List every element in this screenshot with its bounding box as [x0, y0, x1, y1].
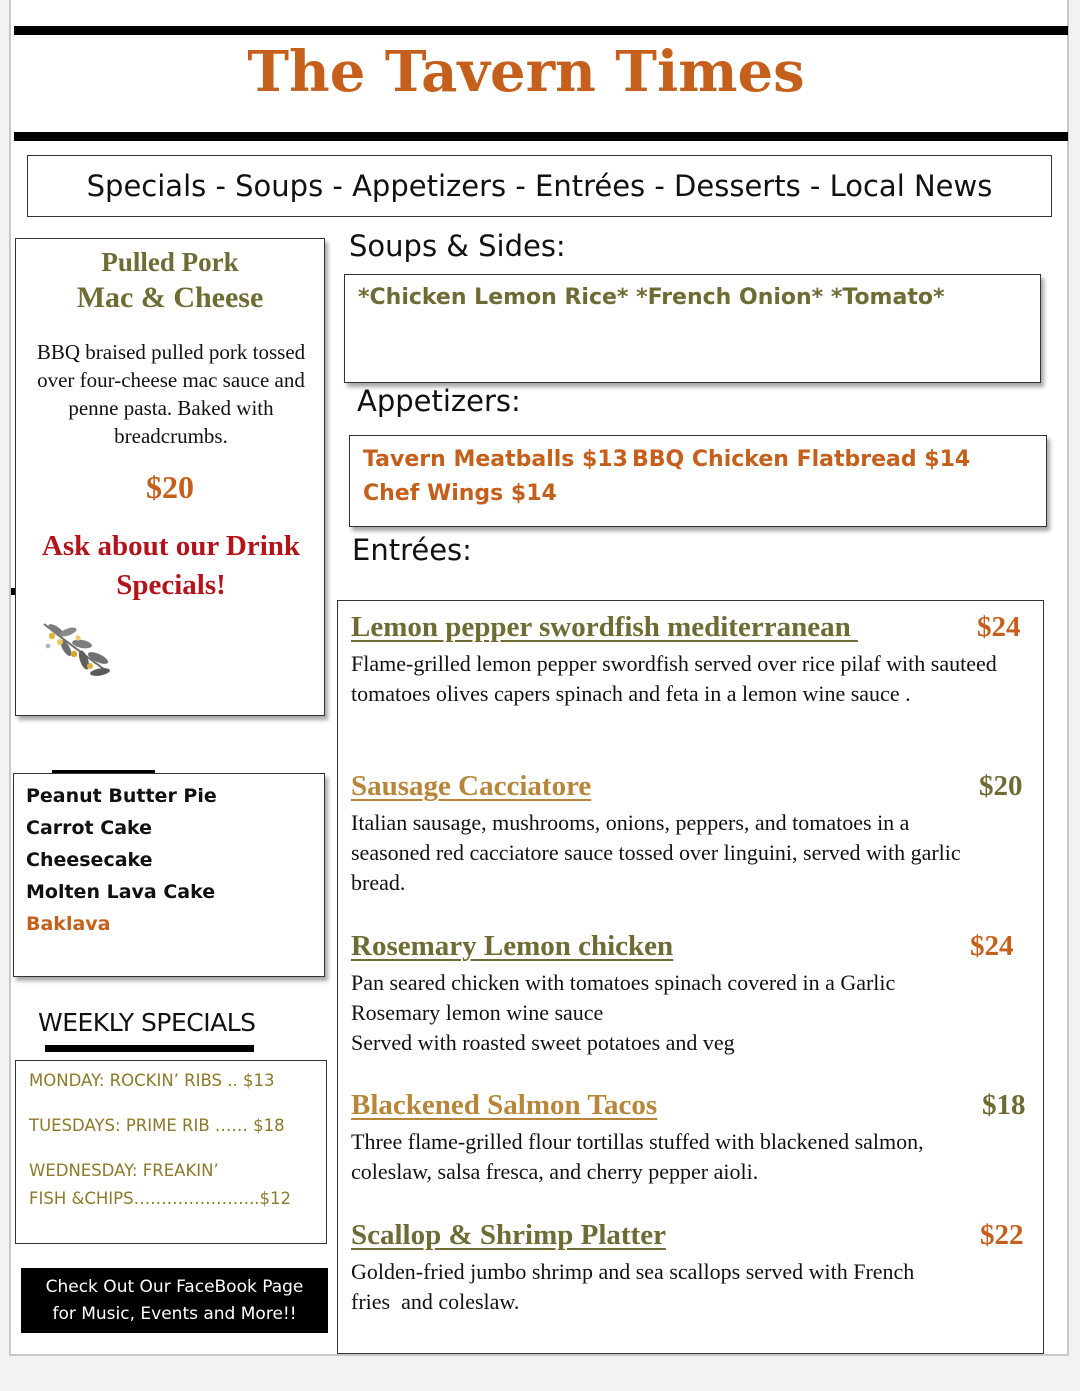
soups-list: *Chicken Lemon Rice* *French Onion* *Tomato*	[358, 285, 945, 310]
entrees-heading: Entrées:	[352, 533, 472, 567]
facebook-line1: Check Out Our FaceBook Page	[45, 1277, 304, 1297]
drink-specials-note: Ask about our Drink Specials!	[41, 530, 301, 601]
dessert-item: Peanut Butter Pie	[26, 785, 217, 807]
soups-heading: Soups & Sides:	[349, 229, 566, 263]
entree-description: Golden-fried jumbo shrimp and sea scallops served with French fries and coleslaw.	[351, 1259, 920, 1314]
soups-box	[344, 274, 1041, 383]
dessert-item: Baklava	[26, 913, 111, 935]
facebook-banner	[21, 1268, 328, 1333]
appetizer-flatbread: BBQ Chicken Flatbread $14	[632, 447, 971, 472]
entree-name: Lemon pepper swordfish mediterranean	[351, 611, 858, 643]
entree-price: $22	[980, 1219, 1024, 1251]
entree-name: Scallop & Shrimp Platter	[351, 1219, 666, 1251]
facebook-line2: for Music, Events and More!!	[52, 1304, 297, 1324]
feature-special-box	[15, 238, 325, 716]
section-nav	[27, 155, 1052, 217]
masthead-rule	[14, 132, 1068, 141]
entree-price: $18	[982, 1089, 1026, 1121]
entree-name: Rosemary Lemon chicken	[351, 930, 674, 962]
entree-name: Sausage Cacciatore	[351, 770, 592, 802]
appetizers-box	[349, 435, 1047, 527]
entree-description: Italian sausage, mushrooms, onions, peppers, and tomatoes in a seasoned red cacciatore sauce tossed over linguini, served with garlic bread.	[351, 810, 961, 895]
entree-price: $20	[979, 770, 1023, 802]
feature-title-line1: Pulled Pork	[101, 247, 239, 277]
desserts-box	[13, 773, 325, 977]
entree-price: $24	[970, 930, 1014, 962]
appetizer-wings: Chef Wings $14	[363, 481, 557, 506]
entree-description: Flame-grilled lemon pepper swordfish served over rice pilaf with sauteed tomatoes olives capers spinach and feta in a lemon wine sauce .	[351, 651, 997, 706]
appetizers-heading: Appetizers:	[357, 384, 521, 418]
weekly-item-wednesday: WEDNESDAY: FREAKIN’	[29, 1161, 219, 1180]
weekly-heading-rule	[45, 1045, 254, 1052]
weekly-item-tuesday: TUESDAYS: PRIME RIB …… $18	[29, 1116, 285, 1135]
masthead-title: The Tavern Times	[247, 39, 805, 105]
top-rule	[14, 26, 1068, 35]
margin-tick	[11, 588, 15, 595]
weekly-item-monday: MONDAY: ROCKIN’ RIBS .. $13	[29, 1071, 275, 1090]
dessert-item: Cheesecake	[26, 849, 153, 871]
entree-price: $24	[977, 611, 1021, 643]
entree-description: Pan seared chicken with tomatoes spinach covered in a Garlic Rosemary lemon wine sauce Served with roasted sweet potatoes and veg	[351, 970, 896, 1055]
appetizer-meatballs: Tavern Meatballs $13	[363, 447, 628, 472]
weekly-heading: WEEKLY SPECIALS	[38, 1008, 256, 1037]
entrees-box	[337, 600, 1044, 1354]
entree-description: Three flame-grilled flour tortillas stuffed with blackened salmon, coleslaw, salsa fresca, and cherry pepper aioli.	[351, 1129, 924, 1184]
weekly-specials-box	[15, 1060, 327, 1244]
dessert-item: Molten Lava Cake	[26, 881, 216, 903]
feature-title-line2: Mac & Cheese	[76, 281, 264, 314]
feature-description: BBQ braised pulled pork tossed over four-cheese mac sauce and penne pasta. Baked with breadcrumbs.	[36, 340, 306, 448]
feature-price: $20	[146, 469, 194, 505]
weekly-item-wednesday-cont: FISH &CHIPS…………………..$12	[29, 1189, 292, 1208]
olive-branch-icon	[38, 614, 114, 680]
dessert-item: Carrot Cake	[26, 817, 153, 839]
section-nav-text: Specials - Soups - Appetizers - Entrées - Desserts - Local News	[86, 169, 993, 203]
entree-name: Blackened Salmon Tacos	[351, 1089, 658, 1121]
